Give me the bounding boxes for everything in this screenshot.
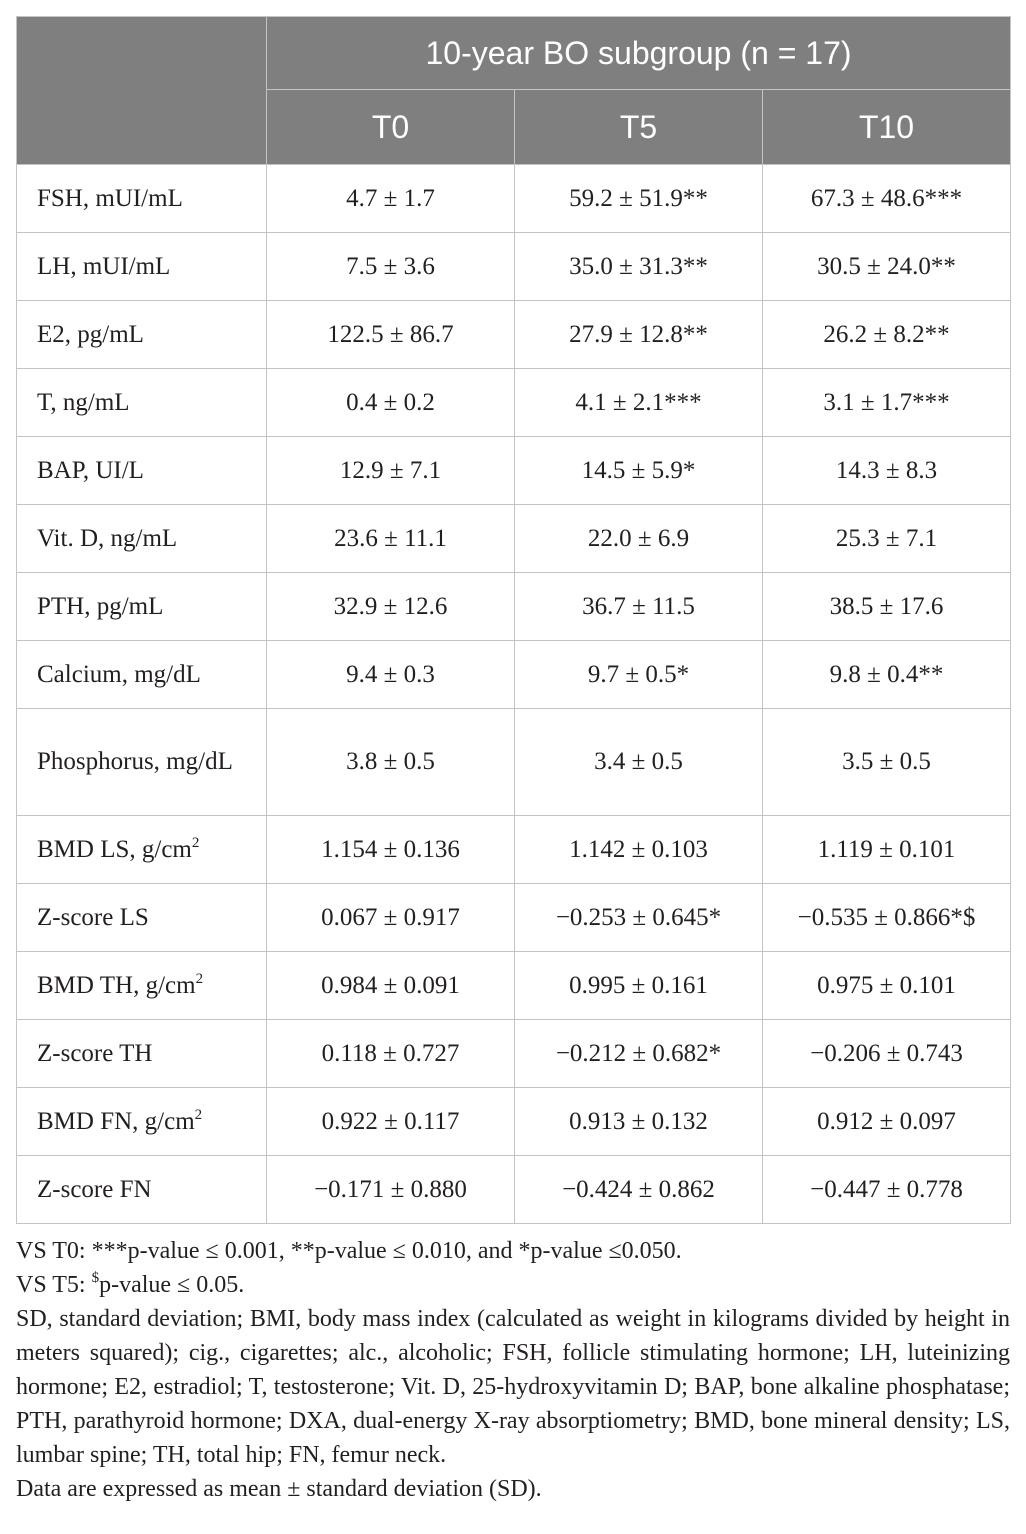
row-label	[17, 165, 267, 233]
cell-t10: 30.5 ± 24.0**	[763, 233, 1011, 301]
cell-t0: 0.067 ± 0.917	[267, 884, 515, 952]
row-label	[17, 505, 267, 573]
footnote-vs-t0: VS T0: ***p-value ≤ 0.001, **p-value ≤ 0.010, and *p-value ≤0.050.	[16, 1238, 682, 1264]
cell-t5: 59.2 ± 51.9**	[515, 165, 763, 233]
row-label-text: T, ng/mL	[37, 388, 130, 416]
cell-t10: 0.975 ± 0.101	[763, 952, 1011, 1020]
table-row	[17, 816, 1011, 884]
row-label	[17, 641, 267, 709]
results-table	[16, 16, 1011, 1224]
cell-t0: 122.5 ± 86.7	[267, 301, 515, 369]
cell-t5: 0.995 ± 0.161	[515, 952, 763, 1020]
table-row	[17, 1156, 1011, 1224]
row-label-superscript: 2	[194, 1106, 203, 1123]
cell-t5: 4.1 ± 2.1***	[515, 369, 763, 437]
table-row	[17, 301, 1011, 369]
cell-t5: 27.9 ± 12.8**	[515, 301, 763, 369]
row-label	[17, 301, 267, 369]
table-row	[17, 641, 1011, 709]
table-body	[17, 165, 1011, 1224]
cell-t5: 0.913 ± 0.132	[515, 1088, 763, 1156]
row-label-text: E2, pg/mL	[37, 320, 144, 348]
cell-t0: 9.4 ± 0.3	[267, 641, 515, 709]
row-label	[17, 1088, 267, 1156]
cell-t5: −0.253 ± 0.645*	[515, 884, 763, 952]
table-row	[17, 952, 1011, 1020]
table-row	[17, 369, 1011, 437]
row-label	[17, 952, 267, 1020]
header-corner-cell	[17, 17, 267, 165]
cell-t5: 35.0 ± 31.3**	[515, 233, 763, 301]
footnote-data-expression: Data are expressed as mean ± standard deviation (SD).	[16, 1476, 542, 1502]
row-label-text: LH, mUI/mL	[37, 252, 171, 280]
cell-t5: 9.7 ± 0.5*	[515, 641, 763, 709]
header-row-group	[17, 17, 1011, 90]
cell-t10: 67.3 ± 48.6***	[763, 165, 1011, 233]
cell-t5: 1.142 ± 0.103	[515, 816, 763, 884]
row-label-text: Z-score LS	[37, 903, 149, 931]
table-row	[17, 884, 1011, 952]
table-row	[17, 165, 1011, 233]
row-label	[17, 233, 267, 301]
table-row	[17, 573, 1011, 641]
cell-t10: 9.8 ± 0.4**	[763, 641, 1011, 709]
row-label	[17, 1156, 267, 1224]
row-label-text: BMD TH, g/cm	[37, 971, 196, 999]
cell-t0: 7.5 ± 3.6	[267, 233, 515, 301]
cell-t10: −0.447 ± 0.778	[763, 1156, 1011, 1224]
column-header-t0: T0	[267, 90, 515, 165]
row-label-text: PTH, pg/mL	[37, 592, 164, 620]
group-header: 10-year BO subgroup (n = 17)	[267, 17, 1011, 90]
footnote-vs-t5-prefix: VS T5:	[16, 1272, 92, 1298]
row-label-text: Vit. D, ng/mL	[37, 524, 178, 552]
cell-t10: 14.3 ± 8.3	[763, 437, 1011, 505]
row-label-superscript: 2	[195, 970, 204, 987]
cell-t0: 12.9 ± 7.1	[267, 437, 515, 505]
row-label-text: BMD LS, g/cm	[37, 835, 192, 863]
row-label-superscript: 2	[191, 834, 200, 851]
row-label-text: Z-score TH	[37, 1039, 153, 1067]
row-label	[17, 573, 267, 641]
footnote-vs-t5-text: p-value ≤ 0.05.	[99, 1272, 245, 1298]
cell-t0: 0.984 ± 0.091	[267, 952, 515, 1020]
table-row	[17, 1020, 1011, 1088]
cell-t10: 38.5 ± 17.6	[763, 573, 1011, 641]
row-label	[17, 1020, 267, 1088]
table-row	[17, 1088, 1011, 1156]
column-header-t5: T5	[515, 90, 763, 165]
cell-t0: 3.8 ± 0.5	[267, 709, 515, 816]
cell-t10: −0.206 ± 0.743	[763, 1020, 1011, 1088]
cell-t5: 3.4 ± 0.5	[515, 709, 763, 816]
row-label	[17, 709, 267, 816]
row-label-text: Z-score FN	[37, 1175, 152, 1203]
cell-t10: 3.5 ± 0.5	[763, 709, 1011, 816]
cell-t10: 0.912 ± 0.097	[763, 1088, 1011, 1156]
row-label-text: Calcium, mg/dL	[37, 660, 201, 688]
cell-t10: 1.119 ± 0.101	[763, 816, 1011, 884]
cell-t10: 3.1 ± 1.7***	[763, 369, 1011, 437]
cell-t0: 23.6 ± 11.1	[267, 505, 515, 573]
cell-t5: −0.212 ± 0.682*	[515, 1020, 763, 1088]
table-row	[17, 437, 1011, 505]
cell-t10: 26.2 ± 8.2**	[763, 301, 1011, 369]
cell-t0: 1.154 ± 0.136	[267, 816, 515, 884]
footnote-vs-t5-symbol: $	[91, 1270, 100, 1286]
cell-t5: −0.424 ± 0.862	[515, 1156, 763, 1224]
row-label-text: FSH, mUI/mL	[37, 184, 183, 212]
table-row	[17, 709, 1011, 816]
cell-t5: 22.0 ± 6.9	[515, 505, 763, 573]
table-row	[17, 505, 1011, 573]
table-footnotes	[16, 1234, 1010, 1506]
footnote-abbreviations: SD, standard deviation; BMI, body mass index (calculated as weight in kilograms divided by height in meters squared); cig., cigarettes; alc., alcoholic; FSH, follicle stimulating hormone; LH, luteinizing hormone; E2, estradiol; T, testosterone; Vit. D, 25-hydroxyvitamin D; BAP, bone alkaline phosphatase; PTH, parathyroid hormone; DXA, dual-energy X-ray absorptiometry; BMD, bone mineral density; LS, lumbar spine; TH, total hip; FN, femur neck.	[16, 1306, 1010, 1468]
table-container	[16, 16, 1010, 1506]
cell-t0: 0.922 ± 0.117	[267, 1088, 515, 1156]
row-label	[17, 884, 267, 952]
table-row	[17, 233, 1011, 301]
cell-t10: 25.3 ± 7.1	[763, 505, 1011, 573]
cell-t5: 14.5 ± 5.9*	[515, 437, 763, 505]
cell-t0: 0.118 ± 0.727	[267, 1020, 515, 1088]
row-label-text: BAP, UI/L	[37, 456, 144, 484]
column-header-t10: T10	[763, 90, 1011, 165]
cell-t0: −0.171 ± 0.880	[267, 1156, 515, 1224]
cell-t0: 4.7 ± 1.7	[267, 165, 515, 233]
row-label	[17, 369, 267, 437]
row-label-text: BMD FN, g/cm	[37, 1107, 195, 1135]
cell-t10: −0.535 ± 0.866*$	[763, 884, 1011, 952]
cell-t0: 32.9 ± 12.6	[267, 573, 515, 641]
footnote-vs-t5	[16, 1268, 1010, 1302]
row-label	[17, 437, 267, 505]
cell-t0: 0.4 ± 0.2	[267, 369, 515, 437]
row-label	[17, 816, 267, 884]
row-label-text: Phosphorus, mg/dL	[37, 748, 233, 775]
cell-t5: 36.7 ± 11.5	[515, 573, 763, 641]
